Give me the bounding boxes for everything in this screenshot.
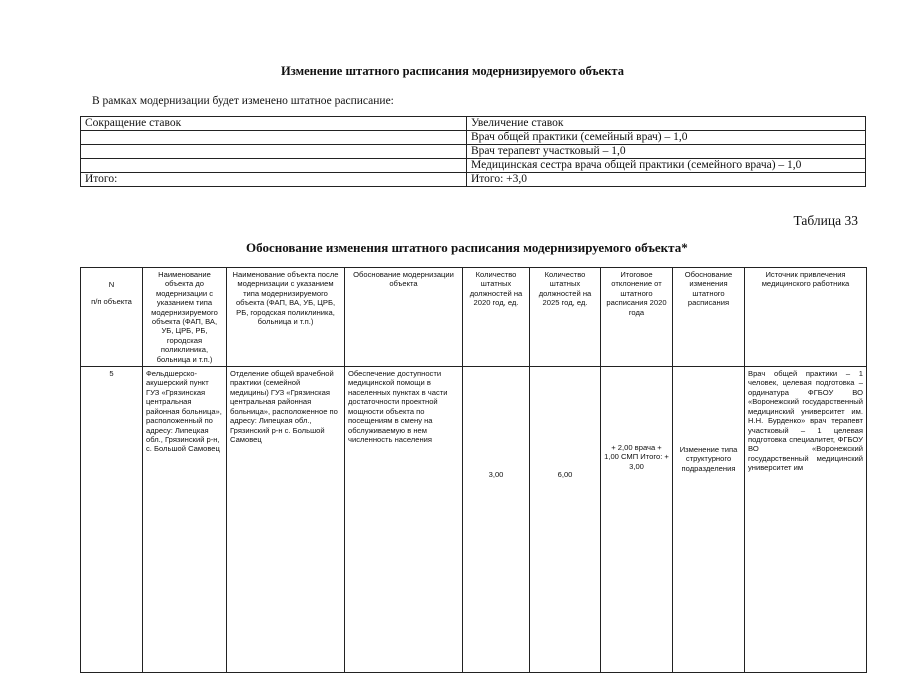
cell-number: 5 bbox=[81, 367, 143, 673]
header-number-sub: п/п объекта bbox=[91, 297, 132, 307]
table-row bbox=[81, 131, 866, 145]
header-change-reason: Обоснование изменения штатного расписания bbox=[673, 268, 745, 367]
table-cell: Врач общей практики (семейный врач) – 1,0 bbox=[467, 131, 866, 145]
cell-source: Врач общей практики – 1 человек, целевая подготовка – ординатура ФГБОУ ВО «Воронежский государственный медицинский университет им. Н.Н. Бурденко» врач терапевт участковый – 1 целевая подготовка специалитет, ФГБОУ ВО «Воронежский государственный медицинский университет им bbox=[745, 367, 867, 673]
staff-change-table bbox=[80, 116, 866, 187]
cell-change-reason: Изменение типа структурного подразделения bbox=[673, 367, 745, 673]
table-cell: Медицинская сестра врача общей практики (семейного врача) – 1,0 bbox=[467, 159, 866, 173]
justification-table bbox=[80, 267, 867, 673]
table-row bbox=[81, 117, 866, 131]
header-name-after: Наименование объекта после модернизации с указанием типа модернизируемого объекта (ФАП, ВА, УБ, ЦРБ, РБ, городская поликлиника, больница и т.п.) bbox=[227, 268, 345, 367]
table-row bbox=[81, 173, 866, 187]
total-right: Итого: +3,0 bbox=[467, 173, 866, 187]
table-cell-empty bbox=[81, 131, 467, 145]
cell-staff-2025: 6,00 bbox=[530, 367, 601, 673]
table-cell: Врач терапевт участковый – 1,0 bbox=[467, 145, 866, 159]
header-staff-2025: Количество штатных должностей на 2025 год, ед. bbox=[530, 268, 601, 367]
total-left: Итого: bbox=[81, 173, 467, 187]
table-number: Таблица 33 bbox=[793, 213, 858, 228]
table-cell-empty bbox=[81, 145, 467, 159]
cell-name-after: Отделение общей врачебной практики (семейной медицины) ГУЗ «Грязинская центральная районная больница», расположенное по адресу: Липецкая обл., Грязинский р-н с. Большой Самовец bbox=[227, 367, 345, 673]
table-row bbox=[81, 159, 866, 173]
header-deviation: Итоговое отклонение от штатного расписания 2020 года bbox=[601, 268, 673, 367]
table-row bbox=[81, 145, 866, 159]
cell-justification: Обеспечение доступности медицинской помощи в населенных пунктах в части достаточности проектной мощности объекта по посещениям в смену на обслуживаемую в нем численность населения bbox=[345, 367, 463, 673]
cell-name-before: Фельдшерско-акушерский пункт ГУЗ «Грязинская центральная районная больница», расположенный по адресу: Липецкая обл., Грязинский р-н, с. Большой Самовец bbox=[143, 367, 227, 673]
section-heading-staff-change: Изменение штатного расписания модернизируемого объекта bbox=[281, 64, 624, 78]
header-increase: Увеличение ставок bbox=[467, 117, 866, 131]
intro-text: В рамках модернизации будет изменено штатное расписание: bbox=[92, 95, 394, 107]
header-reduction: Сокращение ставок bbox=[81, 117, 467, 131]
header-number-n: N bbox=[108, 280, 115, 289]
header-justification: Обоснование модернизации объекта bbox=[345, 268, 463, 367]
cell-deviation: + 2,00 врача + 1,00 СМП Итого: + 3,00 bbox=[601, 367, 673, 673]
table-cell-empty bbox=[81, 159, 467, 173]
section-heading-justification: Обоснование изменения штатного расписания модернизируемого объекта* bbox=[246, 240, 688, 255]
header-name-before: Наименование объекта до модернизации с указанием типа модернизируемого объекта (ФАП, ВА, УБ, ЦРБ, РБ, городская поликлиника, больница и т.п.) bbox=[143, 268, 227, 367]
header-staff-2020: Количество штатных должностей на 2020 год, ед. bbox=[463, 268, 530, 367]
table-header-row bbox=[81, 268, 867, 367]
table-row bbox=[81, 367, 867, 673]
header-number bbox=[81, 268, 143, 367]
header-source: Источник привлечения медицинского работника bbox=[745, 268, 867, 367]
cell-staff-2020: 3,00 bbox=[463, 367, 530, 673]
